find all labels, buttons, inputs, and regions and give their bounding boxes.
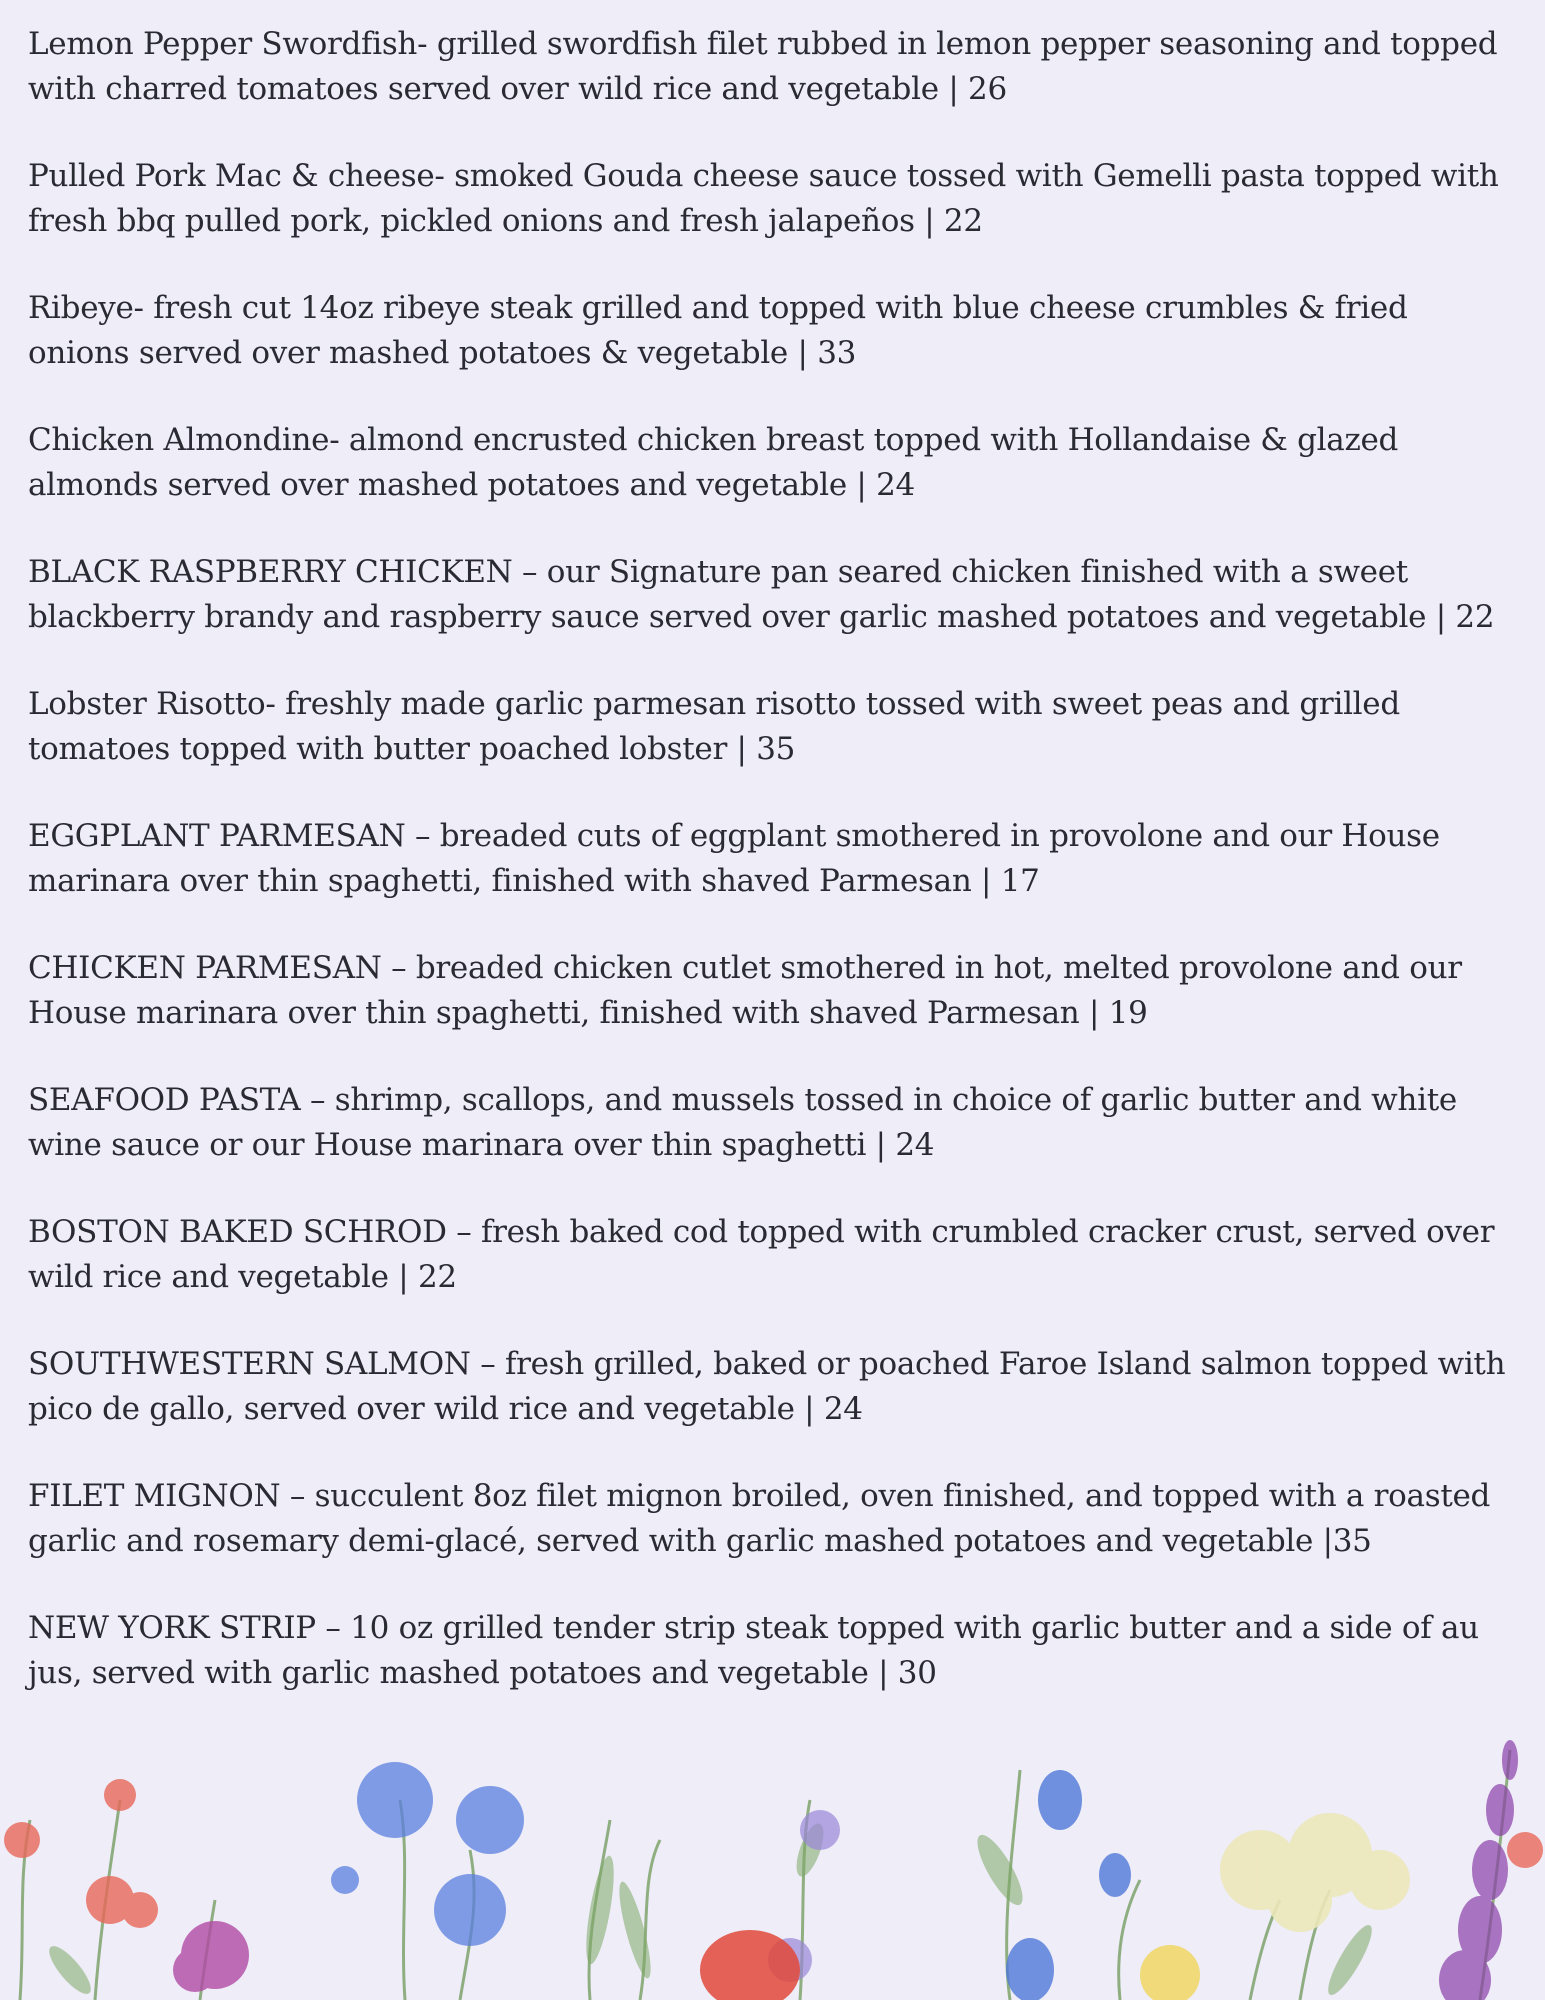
menu-item-seafood-pasta: SEAFOOD PASTA – shrimp, scallops, and mussels tossed in choice of garlic butter and white wine sauce or our House marinara over thin spaghetti | 24: [28, 1082, 1457, 1163]
menu-item-southwestern-salmon: SOUTHWESTERN SALMON – fresh grilled, baked or poached Faroe Island salmon topped with pico de gallo, served over wild rice and vegetable | 24: [28, 1346, 1506, 1427]
menu-item-filet-mignon: FILET MIGNON – succulent 8oz filet mignon broiled, oven finished, and topped with a roasted garlic and rosemary demi-glacé, served with garlic mashed potatoes and vegetable |35: [28, 1478, 1491, 1559]
menu-item-pulled-pork-mac: Pulled Pork Mac & cheese- smoked Gouda cheese sauce tossed with Gemelli pasta topped with fresh bbq pulled pork, pickled onions and fresh jalapeños | 22: [28, 158, 1499, 239]
menu-item-chicken-almondine: Chicken Almondine- almond encrusted chicken breast topped with Hollandaise & glazed almonds served over mashed potatoes and vegetable | 24: [28, 422, 1399, 503]
menu-item-ribeye: Ribeye- fresh cut 14oz ribeye steak grilled and topped with blue cheese crumbles & fried onions served over mashed potatoes & vegetable | 33: [28, 290, 1408, 371]
menu-item-black-raspberry-chicken: BLACK RASPBERRY CHICKEN – our Signature pan seared chicken finished with a sweet blackberry brandy and raspberry sauce served over garlic mashed potatoes and vegetable | 22: [28, 554, 1495, 635]
menu-list: [28, 22, 1518, 1738]
menu-item-chicken-parmesan: CHICKEN PARMESAN – breaded chicken cutlet smothered in hot, melted provolone and our House marinara over thin spaghetti, finished with shaved Parmesan | 19: [28, 950, 1462, 1031]
watercolor-wildflowers-icon: [0, 1730, 1545, 2000]
menu-item-lemon-pepper-swordfish: Lemon Pepper Swordfish- grilled swordfish filet rubbed in lemon pepper seasoning and topped with charred tomatoes served over wild rice and vegetable | 26: [28, 26, 1498, 107]
menu-item-new-york-strip: NEW YORK STRIP – 10 oz grilled tender strip steak topped with garlic butter and a side of au jus, served with garlic mashed potatoes and vegetable | 30: [28, 1610, 1479, 1691]
menu-item-eggplant-parmesan: EGGPLANT PARMESAN – breaded cuts of eggplant smothered in provolone and our House marinara over thin spaghetti, finished with shaved Parmesan | 17: [28, 818, 1440, 899]
menu-item-lobster-risotto: Lobster Risotto- freshly made garlic parmesan risotto tossed with sweet peas and grilled tomatoes topped with butter poached lobster | 35: [28, 686, 1400, 767]
menu-item-boston-baked-schrod: BOSTON BAKED SCHROD – fresh baked cod topped with crumbled cracker crust, served over wild rice and vegetable | 22: [28, 1214, 1495, 1295]
